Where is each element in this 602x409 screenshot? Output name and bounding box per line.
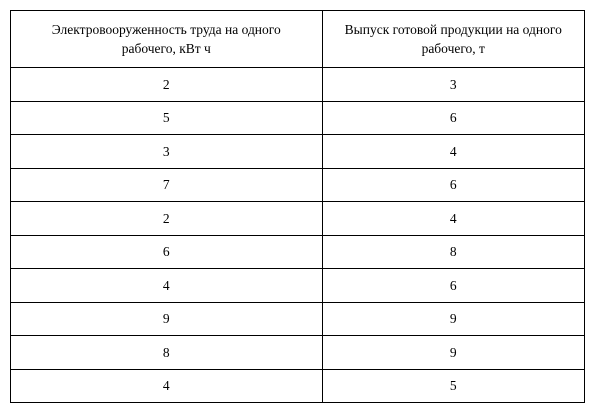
cell-output: 9 — [322, 302, 584, 336]
table-row — [11, 336, 585, 370]
cell-electro-armament: 8 — [11, 336, 323, 370]
cell-electro-armament: 7 — [11, 168, 323, 202]
cell-output: 3 — [322, 68, 584, 102]
table-row — [11, 101, 585, 135]
table-row — [11, 68, 585, 102]
cell-output: 5 — [322, 369, 584, 403]
table-header-row — [11, 11, 585, 68]
cell-output: 6 — [322, 269, 584, 303]
table-row — [11, 269, 585, 303]
table-row — [11, 369, 585, 403]
cell-electro-armament: 2 — [11, 202, 323, 236]
table-row — [11, 235, 585, 269]
cell-electro-armament: 4 — [11, 269, 323, 303]
cell-electro-armament: 3 — [11, 135, 323, 169]
table-row — [11, 168, 585, 202]
cell-electro-armament: 6 — [11, 235, 323, 269]
cell-output: 6 — [322, 101, 584, 135]
cell-electro-armament: 9 — [11, 302, 323, 336]
table-row — [11, 202, 585, 236]
cell-output: 6 — [322, 168, 584, 202]
table-row — [11, 302, 585, 336]
cell-electro-armament: 5 — [11, 101, 323, 135]
header-electro-armament: Электровооруженность труда на одного рабочего, кВт ч — [11, 11, 323, 68]
cell-electro-armament: 4 — [11, 369, 323, 403]
data-table — [10, 10, 585, 403]
header-output-per-worker: Выпуск готовой продукции на одного рабочего, т — [322, 11, 584, 68]
cell-output: 4 — [322, 202, 584, 236]
cell-output: 4 — [322, 135, 584, 169]
cell-output: 9 — [322, 336, 584, 370]
cell-output: 8 — [322, 235, 584, 269]
table-row — [11, 135, 585, 169]
cell-electro-armament: 2 — [11, 68, 323, 102]
